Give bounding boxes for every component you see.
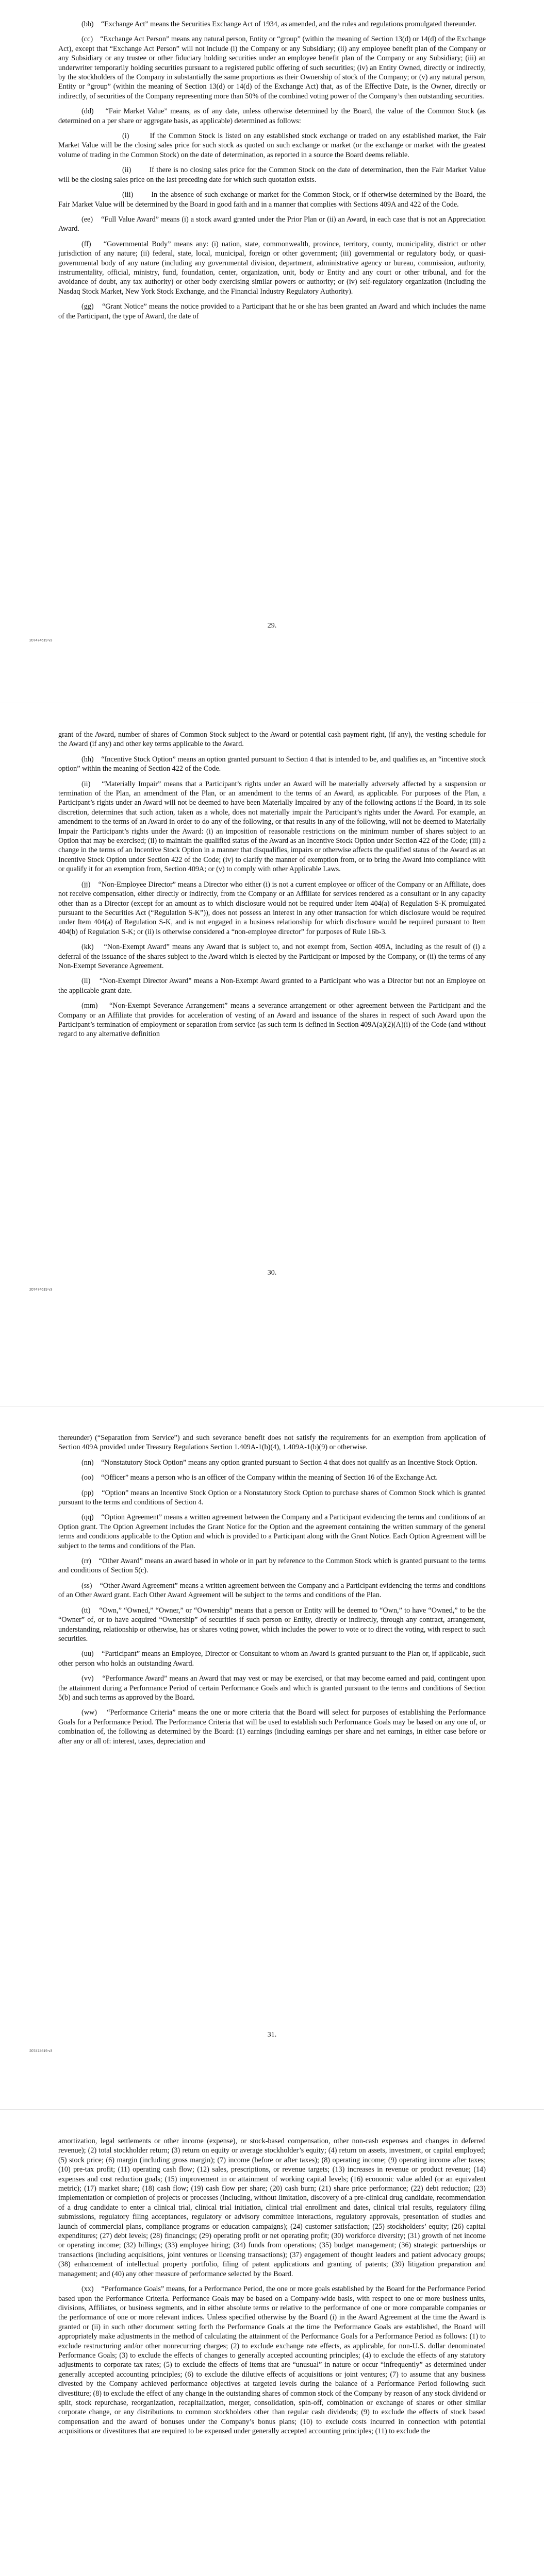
definition-own: (tt) “Own,” “Owned,” “Owner,” or “Ownership” means that a person or Entity will be deemed to “Own,” to have “Owned,” to be the “Owner” of, or to have acquired “Ownership” of securities if such person or Entity, directly or indirectly, through any contract, arrangement, understanding, relationship or otherwise, has or shares voting power, which includes the power to vote or to direct the voting, with respect to such securities. [58, 1606, 486, 1643]
definition-option: (pp) “Option” means an Incentive Stock Option or a Nonstatutory Stock Option to purchase shares of Common Stock which is granted pursuant to the terms and conditions of Section 4. [58, 1488, 486, 1507]
definition-officer: (oo) “Officer” means a person who is an officer of the Company within the meaning of Section 16 of the Exchange Act. [81, 1473, 438, 1482]
definition-grant-notice: (gg) “Grant Notice” means the notice provided to a Participant that he or she has been granted an Award and which includes the name of the Participant, the type of Award, the date of [58, 302, 486, 320]
document-page-31 [0, 1406, 544, 2110]
definition-other-award: (rr) “Other Award” means an award based in whole or in part by reference to the Common Stock which is granted pursuant to the terms and conditions of Section 5(c). [58, 1557, 486, 1575]
page-content [58, 2137, 486, 2442]
document-page-32 [0, 2110, 544, 2576]
definition-exchange-act: (bb) “Exchange Act” means the Securities Exchange Act of 1934, as amended, and the rules and regulations promulgated thereunder. [81, 20, 476, 28]
definition-option-agreement: (qq) “Option Agreement” means a written agreement between the Company and a Participant evidencing the terms and conditions of an Option grant. The Option Agreement includes the Grant Notice for the Option and the agreement containing the written summary of the general terms and conditions applicable to the Option and which is provided to a Participant along with the Grant Notice. Each Option Agreement will be subject to the terms and conditions of the Plan. [58, 1513, 486, 1550]
definition-participant: (uu) “Participant” means an Employee, Director or Consultant to whom an Award is granted pursuant to the Plan or, if applicable, such other person who holds an outstanding Award. [58, 1650, 486, 1668]
continued-paragraph: grant of the Award, number of shares of Common Stock subject to the Award or potential cash payment right, (if any), the vesting schedule for the Award (if any) and other key terms applicable to the Award. [58, 731, 486, 749]
definition-nonstatutory-stock-option: (nn) “Nonstatutory Stock Option” means any option granted pursuant to Section 4 that does not qualify as an Incentive Stock Option. [81, 1458, 477, 1467]
definition-performance-award: (vv) “Performance Award” means an Award that may vest or may be exercised, or that may become earned and paid, contingent upon the attainment during a Performance Period of certain Performance Goals and which is granted pursuant to the terms and conditions of Section 5(b) and such terms as approved by the Board. [58, 1674, 486, 1702]
page-content [58, 1433, 486, 1752]
definition-fair-market-value: (dd) “Fair Market Value” means, as of any date, unless otherwise determined by the Board, the value of the Common Stock (as determined on a per share or aggregate basis, as applicable) determined as follows: [58, 107, 486, 125]
page-content [58, 20, 486, 327]
definition-other-award-agreement: (ss) “Other Award Agreement” means a written agreement between the Company and a Participant evidencing the terms and conditions of an Other Award grant. Each Other Award Agreement will be subject to the terms and conditions of the Plan. [58, 1581, 486, 1600]
document-page-29 [0, 0, 544, 703]
document-id: 207474619 v3 [29, 1288, 53, 1292]
definition-governmental-body: (ff) “Governmental Body” means any: (i) nation, state, commonwealth, province, territory, county, municipality, district or other jurisdiction of any nature; (ii) federal, state, local, municipal, foreign or other government; (iii) governmental or regulatory body, or quasi-governmental body of any nature (including any governmental division, department, administrative agency or bureau, commission, authority, instrumentality, official, ministry, fund, foundation, center, organization, unit, body or Entity and any court or other tribunal, and for the avoidance of doubt, any tax authority) or other body exercising similar powers or authority; or (iv) self-regulatory organization (including the Nasdaq Stock Market, New York Stock Exchange, and the Financial Industry Regulatory Authority). [58, 240, 486, 296]
definition-full-value-award: (ee) “Full Value Award” means (i) a stock award granted under the Prior Plan or (ii) an Award, in each case that is not an Appreciation Award. [58, 215, 486, 233]
fair-market-value-clause-i: (i) If the Common Stock is listed on any established stock exchange or traded on any established market, the Fair Market Value will be the closing sales price for such stock as quoted on such exchange or market (or the exchange or market with the greatest volume of trading in the Common Stock) on the date of determination, as reported in a source the Board deems reliable. [58, 132, 486, 159]
definition-non-exempt-severance-arrangement: (mm) “Non-Exempt Severance Arrangement” means a severance arrangement or other agreement between the Participant and the Company or an Affiliate that provides for acceleration of vesting of an Award and issuance of the shares in respect of such Award upon the Participant’s termination of employment or separation from service (as such term is defined in Section 409A(a)(2)(A)(i) of the Code (and without regard to any alternative definition [58, 1002, 486, 1039]
definition-non-employee-director: (jj) “Non-Employee Director” means a Director who either (i) is not a current employee or officer of the Company or an Affiliate, does not receive compensation, either directly or indirectly, from the Company or an Affiliate for services rendered as a consultant or in any capacity other than as a Director (except for an amount as to which disclosure would not be required under Item 404(a) of Regulation S-K promulgated pursuant to the Securities Act (“Regulation S-K”)), does not possess an interest in any other transaction for which disclosure would be required under Item 404(a) of Regulation S-K, and is not engaged in a business relationship for which disclosure would be required pursuant to Item 404(b) of Regulation S-K; or (ii) is otherwise considered a “non-employee director” for purposes of Rule 16b-3. [58, 880, 486, 936]
document-page-30 [0, 703, 544, 1406]
definition-materially-impair: (ii) “Materially Impair” means that a Participant’s rights under an Award will be materially adversely affected by a suspension or termination of the Plan, an amendment of the Plan, or an amendment to the terms of an Award, as applicable. For purposes of the Plan, a Participant’s rights under an Award will not be deemed to have been Materially Impaired by any of the following actions if the Board, in its sole discretion, determines that such action, taken as a whole, does not materially impair the Participant’s rights under the Award. For example, an amendment to the terms of an Award in order to do any of the following, or that results in any of the following, will not be deemed to Materially Impair the Participant’s rights under the Award: (i) an imposition of reasonable restrictions on the minimum number of shares subject to an Option that may be exercised; (ii) to maintain the qualified status of the Award as an Incentive Stock Option under Section 422 of the Code; (iii) a change in the terms of an Incentive Stock Option in a manner that disqualifies, impairs or otherwise affects the qualified status of the Award as an Incentive Stock Option under Section 422 of the Code; (iv) to clarify the manner of exemption from, or to bring the Award into compliance with or qualify it for an exemption from, Section 409A; or (v) to comply with other Applicable Laws. [58, 779, 486, 874]
page-number: 31. [267, 2031, 277, 2039]
page-content [58, 730, 486, 1045]
definition-performance-goals: (xx) “Performance Goals” means, for a Performance Period, the one or more goals established by the Board for the Performance Period based upon the Performance Criteria. Performance Goals may be based on a Company-wide basis, with respect to one or more business units, divisions, Affiliates, or business segments, and in either absolute terms or relative to the performance of one or more comparable companies or the performance of one or more relevant indices. Unless specified otherwise by the Board (i) in the Award Agreement at the time the Award is granted or (ii) in such other document setting forth the Performance Goals at the time the Performance Goals are established, the Board will appropriately make adjustments in the method of calculating the attainment of the Performance Goals for a Performance Period as follows: (1) to exclude restructuring and/or other nonrecurring charges; (2) to exclude exchange rate effects, as applicable, for non-U.S. dollar denominated Performance Goals; (3) to exclude the effects of changes to generally accepted accounting principles; (4) to exclude the effects of any statutory adjustments to corporate tax rates; (5) to exclude the effects of items that are “unusual” in nature or occur “infrequently” as determined under generally accepted accounting principles; (6) to exclude the dilutive effects of acquisitions or joint ventures; (7) to assume that any business divested by the Company achieved performance objectives at targeted levels during the balance of a Performance Period following such divestiture; (8) to exclude the effect of any change in the outstanding shares of common stock of the Company by reason of any stock dividend or split, stock repurchase, reorganization, recapitalization, merger, consolidation, spin-off, combination or exchange of shares or other similar corporate change, or any distributions to common stockholders other than regular cash dividends; (9) to exclude the effects of stock based compensation and the award of bonuses under the Company’s bonus plans; (10) to exclude costs incurred in connection with potential acquisitions or divestitures that are required to be expensed under generally accepted accounting principles; (11) to exclude the [58, 2285, 486, 2436]
continued-paragraph: amortization, legal settlements or other income (expense), or stock-based compensation, other non-cash expenses and changes in deferred revenue); (2) total stockholder return; (3) return on equity or average stockholder’s equity; (4) return on assets, investment, or capital employed; (5) stock price; (6) margin (including gross margin); (7) income (before or after taxes); (8) operating income; (9) operating income after taxes; (10) pre-tax profit; (11) operating cash flow; (12) sales, prescriptions, or revenue targets; (13) increases in revenue or product revenue; (14) expenses and cost reduction goals; (15) improvement in or attainment of working capital levels; (16) economic value added (or an equivalent metric); (17) market share; (18) cash flow; (19) cash flow per share; (20) cash burn; (21) share price performance; (22) debt reduction; (23) implementation or completion of projects or processes (including, without limitation, discovery of a pre-clinical drug candidate, recommendation of a drug candidate to enter a clinical trial, clinical trial initiation, clinical trial enrollment and dates, clinical trial results, regulatory filing submissions, regulatory filing acceptances, regulatory or advisory committee interactions, regulatory approvals, presentation of studies and launch of commercial plans, compliance programs or education campaigns); (24) customer satisfaction; (25) stockholders’ equity; (26) capital expenditures; (27) debt levels; (28) financings; (29) operating profit or net operating profit; (30) workforce diversity; (31) growth of net income or operating income; (32) billings; (33) employee hiring; (34) funds from operations; (35) budget management; (36) strategic partnerships or transactions (including acquisitions, joint ventures or licensing transactions); (37) engagement of thought leaders and patient advocacy groups; (38) enhancement of intellectual property portfolio, filing of patent applications and granting of patents; (39) litigation preparation and management; and (40) any other measure of performance selected by the Board. [58, 2137, 486, 2278]
fair-market-value-clause-ii: (ii) If there is no closing sales price for the Common Stock on the date of determination, then the Fair Market Value will be the closing sales price on the last preceding date for which such quotation exists. [58, 166, 486, 184]
document-id: 207474619 v3 [29, 639, 53, 642]
continued-paragraph: thereunder) (“Separation from Service”) and such severance benefit does not satisfy the requirements for an exemption from application of Section 409A provided under Treasury Regulations Section 1.409A-1(b)(4), 1.409A-1(b)(9) or otherwise. [58, 1434, 486, 1452]
definition-non-exempt-director-award: (ll) “Non-Exempt Director Award” means a Non-Exempt Award granted to a Participant who was a Director but not an Employee on the applicable grant date. [58, 977, 486, 995]
page-number: 29. [267, 622, 277, 630]
definition-performance-criteria: (ww) “Performance Criteria” means the one or more criteria that the Board will select for purposes of establishing the Performance Goals for a Performance Period. The Performance Criteria that will be used to establish such Performance Goals may be based on any one of, or combination of, the following as determined by the Board: (1) earnings (including earnings per share and net earnings, in either case before or after any or all of: interest, taxes, depreciation and [58, 1708, 486, 1745]
fair-market-value-clause-iii: (iii) In the absence of such exchange or market for the Common Stock, or if otherwise determined by the Board, the Fair Market Value will be determined by the Board in good faith and in a manner that complies with Sections 409A and 422 of the Code. [58, 191, 486, 209]
page-number: 30. [267, 1269, 277, 1277]
document-id: 207474619 v3 [29, 2049, 53, 2053]
definition-incentive-stock-option: (hh) “Incentive Stock Option” means an option granted pursuant to Section 4 that is intended to be, and qualifies as, an “incentive stock option” within the meaning of Section 422 of the Code. [58, 755, 486, 773]
definition-non-exempt-award: (kk) “Non-Exempt Award” means any Award that is subject to, and not exempt from, Section 409A, including as the result of (i) a deferral of the issuance of the shares subject to the Award which is elected by the Participant or imposed by the Company, or (ii) the terms of any Non-Exempt Severance Agreement. [58, 943, 486, 970]
definition-exchange-act-person: (cc) “Exchange Act Person” means any natural person, Entity or “group” (within the meaning of Section 13(d) or 14(d) of the Exchange Act), except that “Exchange Act Person” will not include (i) the Company or any Subsidiary; (ii) any employee benefit plan of the Company or any Subsidiary or any trustee or other fiduciary holding securities under an employee benefit plan of the Company or any Subsidiary; (iii) an underwriter temporarily holding securities pursuant to a registered public offering of such securities; (iv) an Entity Owned, directly or indirectly, by the stockholders of the Company in substantially the same proportions as their Ownership of stock of the Company; or (v) any natural person, Entity or “group” (within the meaning of Section 13(d) or 14(d) of the Exchange Act) that, as of the Effective Date, is the Owner, directly or indirectly, of securities of the Company representing more than 50% of the combined voting power of the Company’s then outstanding securities. [58, 35, 486, 100]
